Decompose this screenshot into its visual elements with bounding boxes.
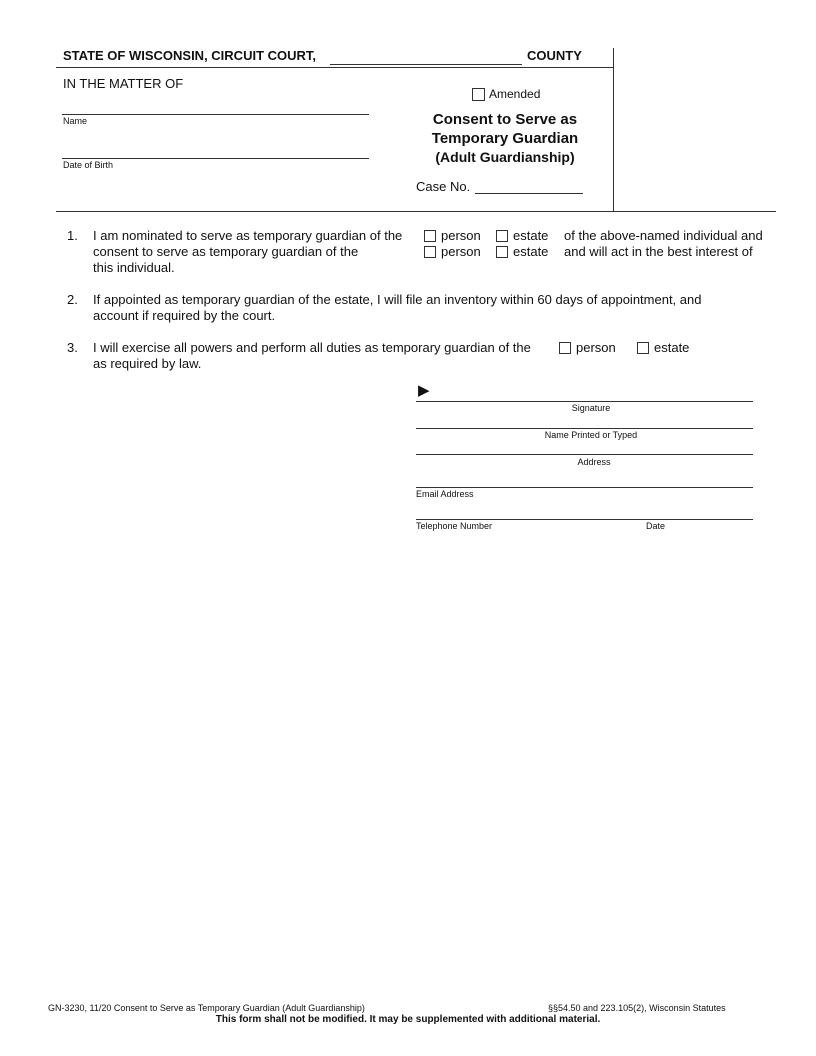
item3-estate-checkbox[interactable] xyxy=(637,342,649,354)
form-title-line3: (Adult Guardianship) xyxy=(435,149,575,165)
footer-statutes: §§54.50 and 223.105(2), Wisconsin Statutes xyxy=(548,1003,726,1013)
signature-line[interactable] xyxy=(416,401,753,402)
item1-tail2: and will act in the best interest of xyxy=(564,244,753,259)
footer-form-id: GN-3230, 11/20 Consent to Serve as Temporary Guardian (Adult Guardianship) xyxy=(48,1003,365,1013)
item3-line1: I will exercise all powers and perform all duties as temporary guardian of the xyxy=(93,340,531,355)
telephone-date-line[interactable] xyxy=(416,519,753,520)
item1-nominated-estate-checkbox[interactable] xyxy=(496,230,508,242)
item1-consent-estate-label: estate xyxy=(513,244,549,259)
header-vertical-divider xyxy=(613,48,614,211)
item3-person-checkbox[interactable] xyxy=(559,342,571,354)
form-title-line1: Consent to Serve as xyxy=(432,111,578,128)
signature-label: Signature xyxy=(571,403,611,413)
name-printed-line[interactable] xyxy=(416,428,753,429)
form-title-line2: Temporary Guardian xyxy=(431,130,579,147)
address-label: Address xyxy=(577,457,611,467)
item1-tail1: of the above-named individual and xyxy=(564,228,763,243)
item2-number: 2. xyxy=(67,292,78,307)
email-line[interactable] xyxy=(416,487,753,488)
name-field-line[interactable] xyxy=(62,114,369,115)
item1-line1: I am nominated to serve as temporary guardian of the xyxy=(93,228,403,243)
county-label: COUNTY xyxy=(527,48,582,63)
address-line[interactable] xyxy=(416,454,753,455)
item3-line2: as required by law. xyxy=(93,356,202,371)
telephone-label: Telephone Number xyxy=(416,521,493,531)
item2-line2: account if required by the court. xyxy=(93,308,276,323)
item1-consent-estate-checkbox[interactable] xyxy=(496,246,508,258)
name-printed-label: Name Printed or Typed xyxy=(544,430,638,440)
item3-estate-label: estate xyxy=(654,340,690,355)
item1-consent-person-label: person xyxy=(441,244,481,259)
item1-number: 1. xyxy=(67,228,78,243)
name-field-label: Name xyxy=(63,116,88,126)
amended-checkbox[interactable] xyxy=(472,88,485,101)
email-label: Email Address xyxy=(416,489,474,499)
in-the-matter-of-label: IN THE MATTER OF xyxy=(63,76,184,91)
dob-field-label: Date of Birth xyxy=(63,160,114,170)
item1-nominated-person-label: person xyxy=(441,228,481,243)
county-blank-line[interactable] xyxy=(330,64,522,65)
signature-arrow-icon: ▶ xyxy=(418,382,430,399)
court-caption: STATE OF WISCONSIN, CIRCUIT COURT, xyxy=(63,48,317,63)
item1-nominated-estate-label: estate xyxy=(513,228,549,243)
item3-number: 3. xyxy=(67,340,78,355)
form-title xyxy=(405,110,605,167)
item1-consent-person-checkbox[interactable] xyxy=(424,246,436,258)
item2-line1: If appointed as temporary guardian of the estate, I will file an inventory within 60 days of appointment, and xyxy=(93,292,702,307)
item1-line3: this individual. xyxy=(93,260,175,275)
case-no-field-line[interactable] xyxy=(475,193,583,194)
amended-label: Amended xyxy=(489,87,541,101)
item3-person-label: person xyxy=(576,340,616,355)
date-label: Date xyxy=(646,521,666,531)
dob-field-line[interactable] xyxy=(62,158,369,159)
section-divider xyxy=(56,211,776,212)
case-no-label: Case No. xyxy=(416,179,471,194)
header-divider xyxy=(56,67,613,68)
item1-line2: consent to serve as temporary guardian of the xyxy=(93,244,359,259)
footer-notice: This form shall not be modified. It may be supplemented with additional material. xyxy=(215,1014,601,1025)
item1-nominated-person-checkbox[interactable] xyxy=(424,230,436,242)
